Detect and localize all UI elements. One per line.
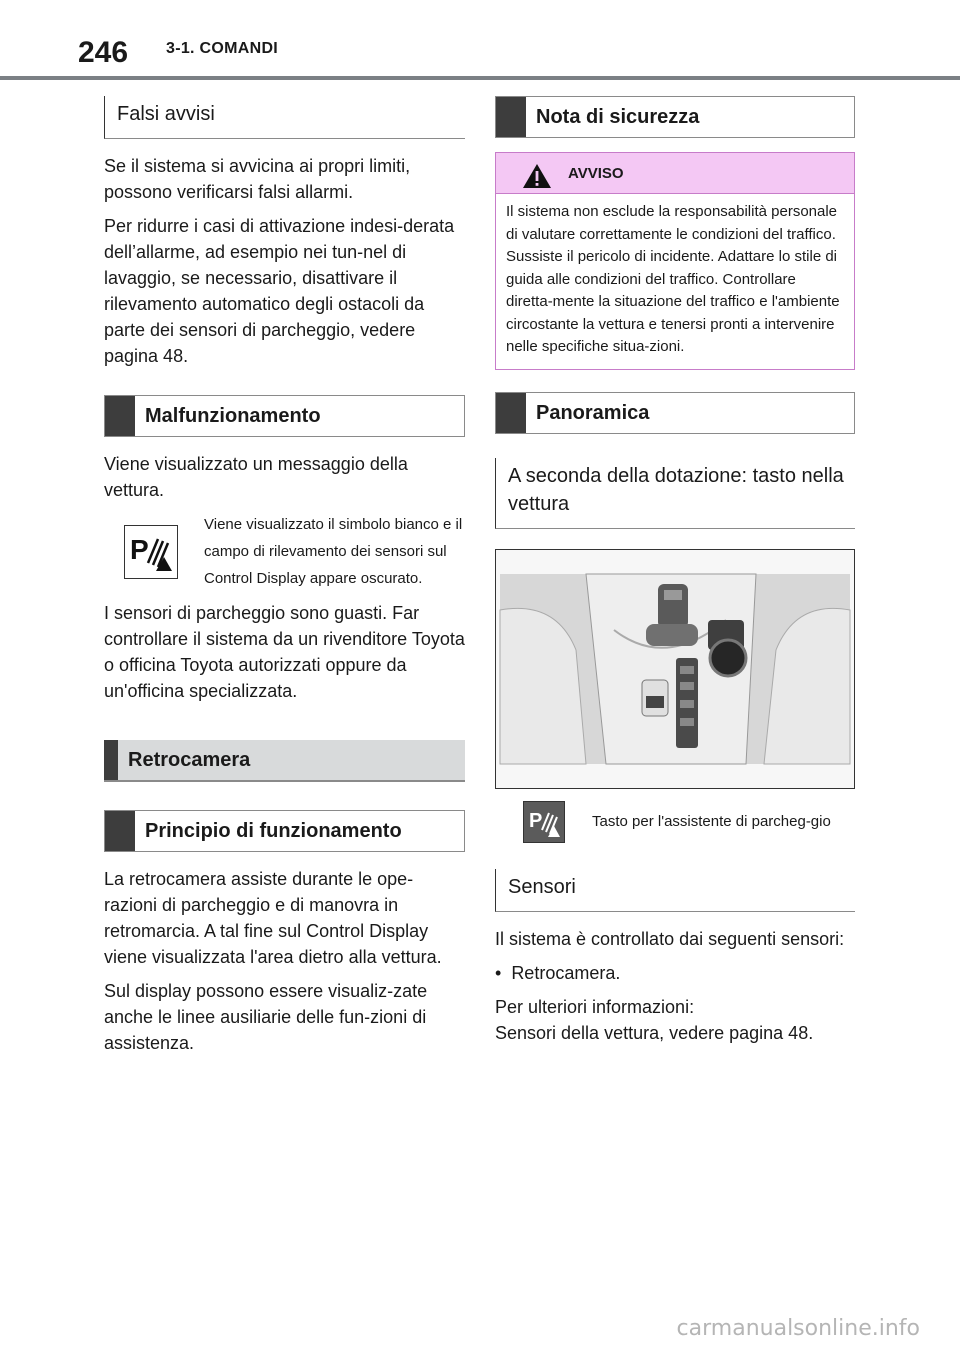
heading-bar	[496, 393, 526, 433]
svg-text:P: P	[130, 533, 149, 565]
malfunzionamento-heading	[104, 395, 465, 437]
warning-text: Il sistema non esclude la responsabilità personale di valutare correttamente le condizioni del traffico. Sussiste il pericolo di incidente. Adattare lo stile di guida alle condizioni del traffico. Controllare diretta-mente la situazione del traffico e l'ambiente circostante la vettura e tenersi pronti a intervenire nelle specifiche situa-zioni.	[506, 203, 840, 355]
parking-sensor-icon	[124, 525, 178, 579]
heading-bar	[104, 740, 118, 780]
malf-paragraph-1: Viene visualizzato un messaggio della vettura.	[104, 454, 408, 500]
sensori-bullet: • Retrocamera.	[495, 962, 621, 983]
svg-text:P: P	[529, 809, 543, 832]
heading-bar	[105, 811, 135, 851]
panoramica-heading	[495, 392, 855, 434]
right-column	[495, 96, 855, 1054]
malf-icon-row	[104, 511, 465, 592]
warning-triangle-icon	[522, 163, 552, 189]
watermark: carmanualsonline.info	[676, 1316, 920, 1341]
malf-icon-description: Viene visualizzato il simbolo bianco e il campo di rilevamento dei sensori sul Control Display appare oscurato.	[204, 516, 463, 587]
sensori-paragraph-2: Per ulteriori informazioni:	[495, 996, 695, 1017]
falsi-avvisi-heading: Falsi avvisi	[104, 96, 465, 139]
page-header	[0, 0, 960, 80]
heading-text: Nota di sicurezza	[536, 106, 700, 128]
heading-text: Malfunzionamento	[145, 405, 321, 427]
falsi-paragraph-1: Se il sistema si avvicina ai propri limiti, possono verificarsi falsi allarmi.	[104, 156, 411, 202]
sensori-heading: Sensori	[495, 869, 855, 912]
sensori-bullet-text: Retrocamera.	[511, 962, 621, 983]
heading-bar	[105, 396, 135, 436]
heading-bar	[496, 97, 526, 137]
falsi-paragraph-2: Per ridurre i casi di attivazione indesi-derata dell’allarme, ad esempio nei tun-nel di lavaggio, se necessario, disattivare il rilevamento automatico degli ostacoli da parte dei sensori di parcheggio, vedere pagina 48.	[104, 216, 455, 366]
princ-paragraph-1: La retrocamera assiste durante le ope-razioni di parcheggio e di manovra in retromarcia. A tal fine sul Control Display viene visualizzata l'area dietro alla vettura.	[104, 869, 442, 967]
button-icon-row	[495, 801, 855, 843]
dotazione-heading: A seconda della dotazione: tasto nella vettura	[495, 458, 855, 529]
heading-text: Principio di funzionamento	[145, 820, 402, 842]
princ-paragraph-2: Sul display possono essere visualiz-zate anche le linee ausiliarie delle fun-zioni di assistenza.	[104, 981, 428, 1053]
heading-text: Panoramica	[536, 401, 650, 424]
parking-button-icon	[523, 801, 565, 843]
sensori-paragraph-1: Il sistema è controllato dai seguenti sensori:	[495, 928, 845, 949]
warning-box	[495, 152, 855, 370]
page-number: 246	[78, 36, 129, 69]
retrocamera-heading	[104, 740, 465, 782]
left-column	[104, 96, 465, 1064]
sensori-paragraph-3: Sensori della vettura, vedere pagina 48.	[495, 1022, 814, 1043]
warning-title: AVVISO	[568, 165, 624, 182]
heading-text: Retrocamera	[128, 749, 251, 771]
nota-sicurezza-heading	[495, 96, 855, 138]
button-description: Tasto per l'assistente di parcheg-gio	[592, 813, 831, 830]
header-rule	[0, 76, 960, 80]
malf-paragraph-2: I sensori di parcheggio sono guasti. Far controllare il sistema da un rivenditore Toyota o officina Toyota autorizzati oppure da un'officina specializzata.	[104, 603, 465, 701]
principio-heading	[104, 810, 465, 852]
center-console-image	[495, 549, 855, 789]
warning-header	[496, 153, 854, 194]
section-label: 3-1. COMANDI	[166, 40, 279, 57]
